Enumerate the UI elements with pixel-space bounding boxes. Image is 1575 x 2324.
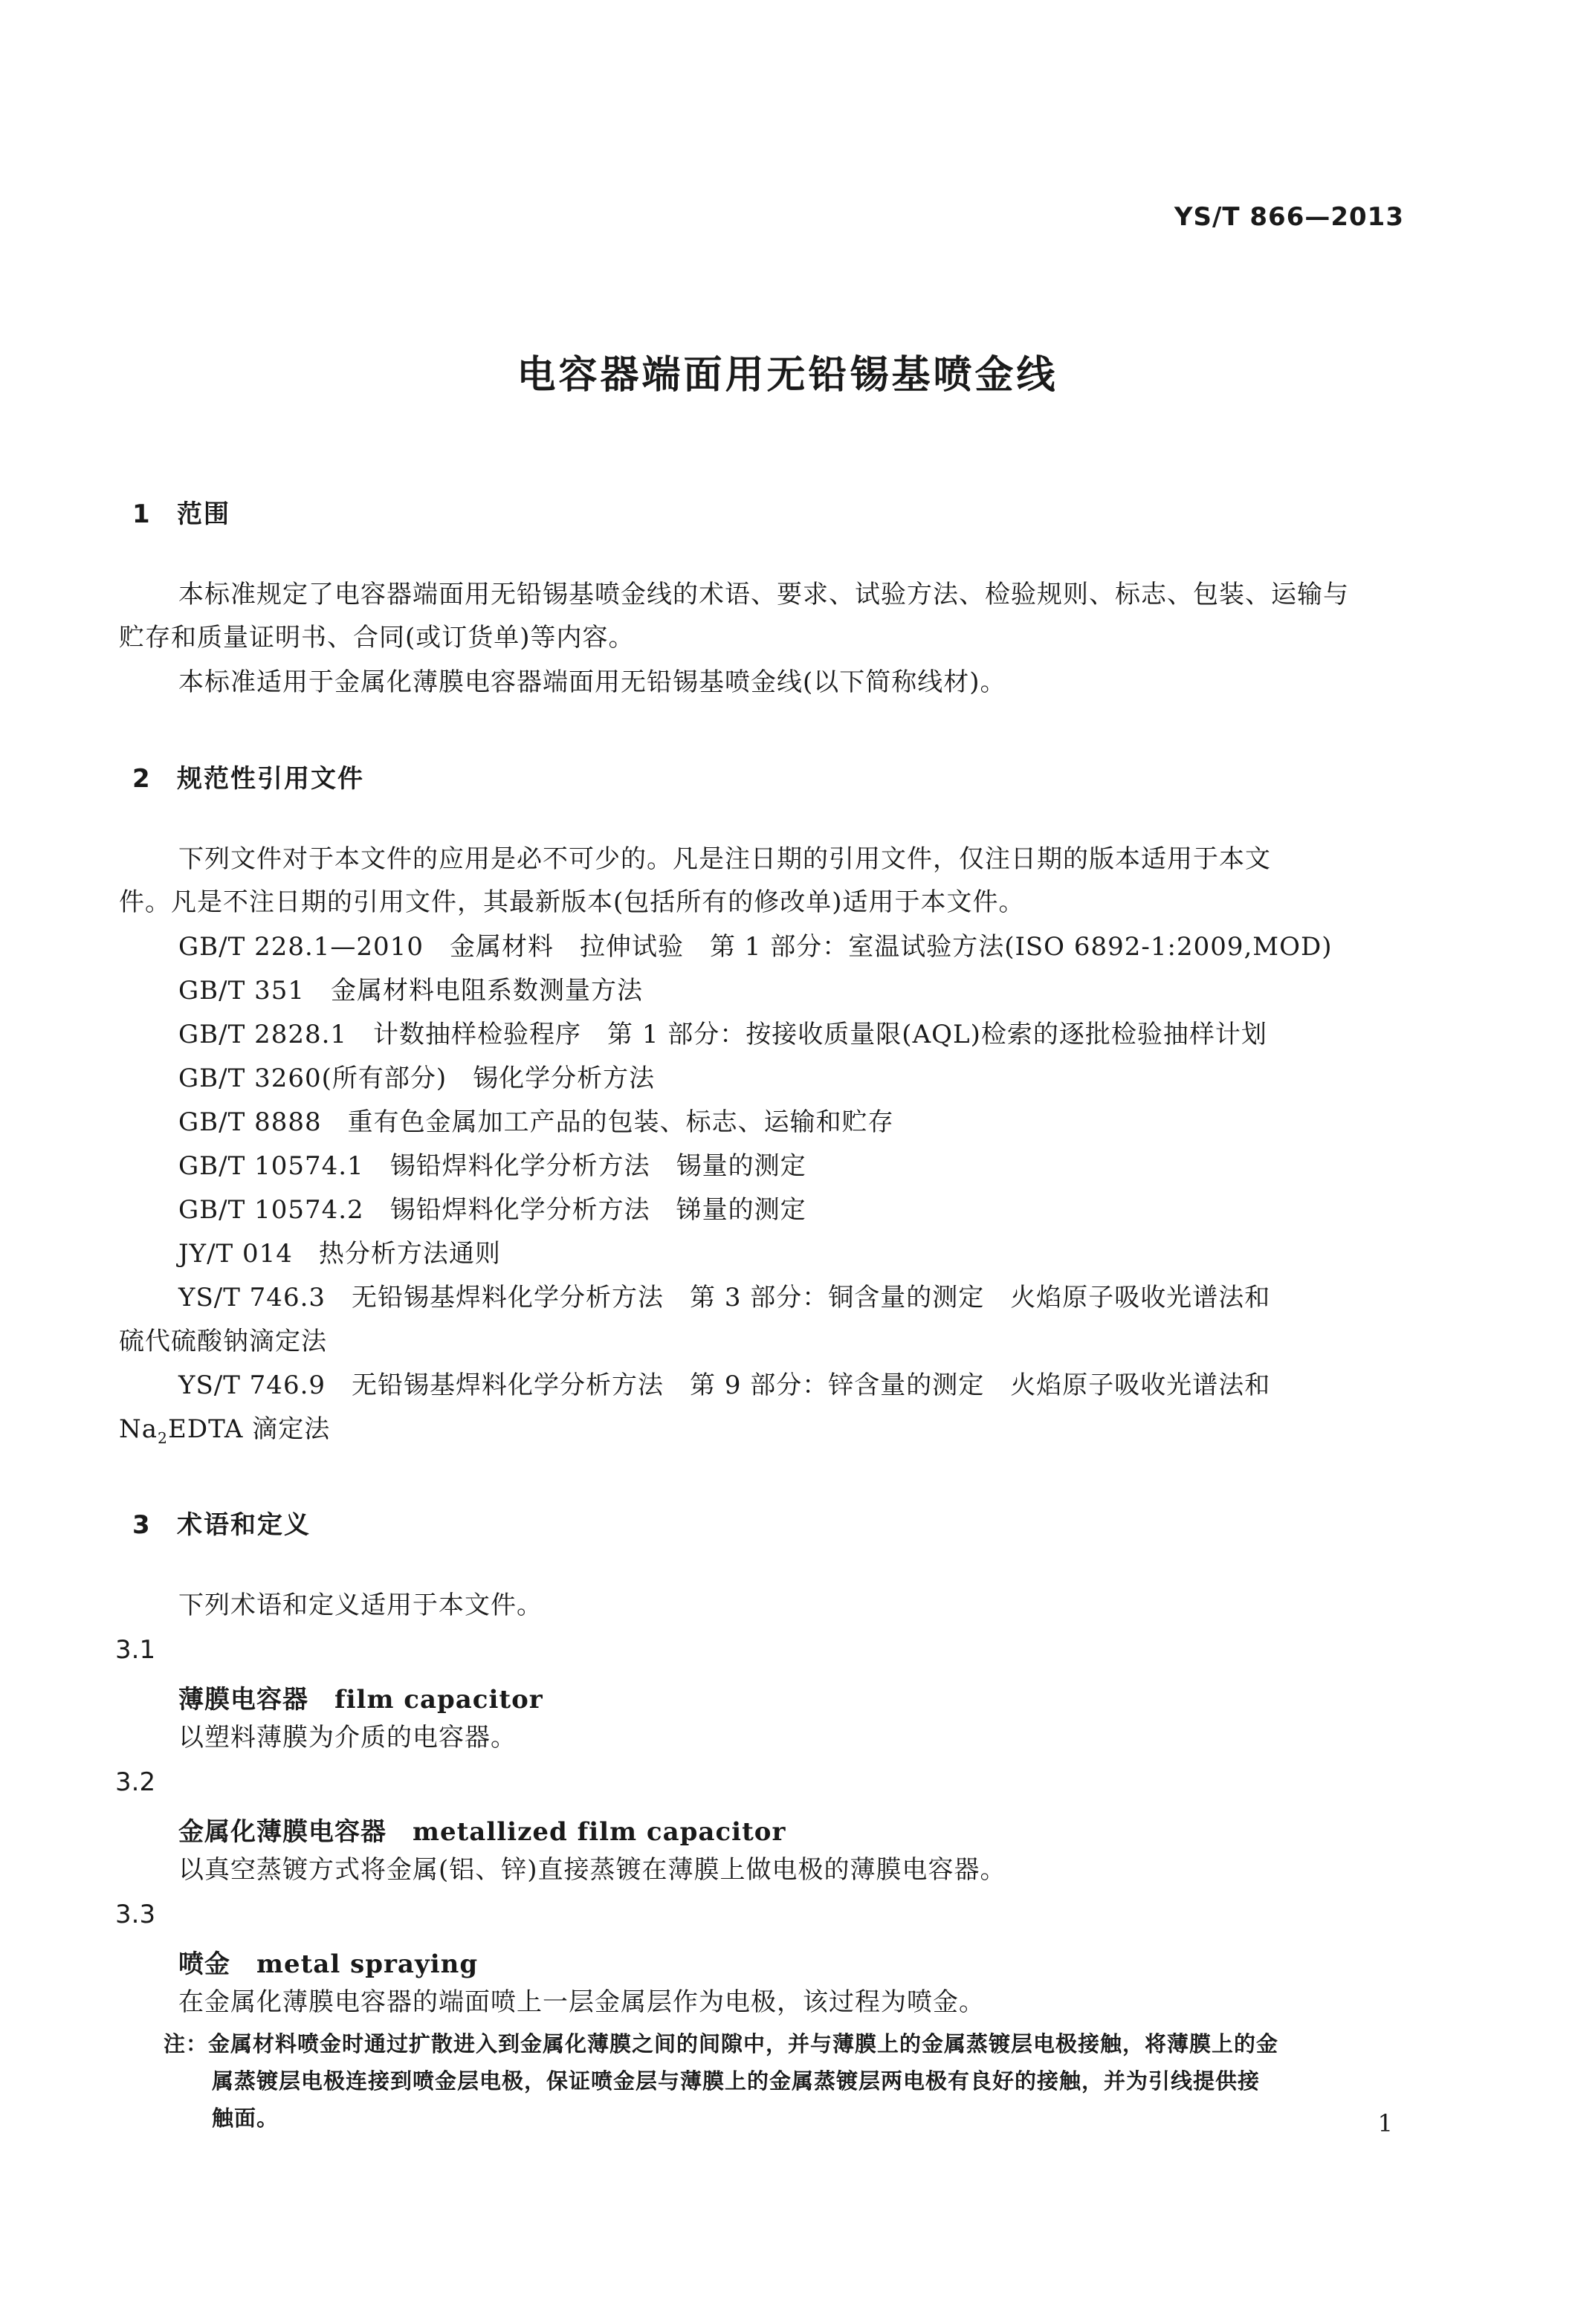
term-number: 3.2: [115, 1767, 156, 1797]
term-name: 金属化薄膜电容器 metallized film capacitor: [178, 1817, 786, 1847]
reference-item: YS/T 746.3 无铅锡基焊料化学分析方法 第 3 部分：铜含量的测定 火焰原子吸收光谱法和: [178, 1283, 1271, 1312]
paragraph-line: 贮存和质量证明书、合同(或订货单)等内容。: [119, 623, 635, 653]
note-line: 属蒸镀层电极连接到喷金层电极，保证喷金层与薄膜上的金属蒸镀层两电极有良好的接触，并为引线提供接: [212, 2068, 1261, 2094]
paragraph-line: 本标准规定了电容器端面用无铅锡基喷金线的术语、要求、试验方法、检验规则、标志、包装、运输与: [178, 580, 1349, 609]
section-number: 1: [132, 499, 152, 529]
section-number: 3: [132, 1510, 152, 1540]
reference-item-continuation: 硫代硫酸钠滴定法: [119, 1327, 327, 1356]
reference-item: GB/T 3260(所有部分) 锡化学分析方法: [178, 1064, 656, 1093]
paragraph-line: 本标准适用于金属化薄膜电容器端面用无铅锡基喷金线(以下简称线材)。: [178, 667, 1006, 697]
term-definition: 以塑料薄膜为介质的电容器。: [178, 1723, 517, 1752]
reference-item: GB/T 10574.2 锡铅焊料化学分析方法 锑量的测定: [178, 1195, 806, 1225]
note-line: 触面。: [212, 2105, 279, 2131]
paragraph-line: 件。凡是不注日期的引用文件，其最新版本(包括所有的修改单)适用于本文件。: [119, 887, 1025, 917]
section-title: 规范性引用文件: [177, 764, 364, 794]
reference-item: GB/T 351 金属材料电阻系数测量方法: [178, 976, 643, 1006]
section-title: 范围: [177, 499, 230, 529]
reference-item: GB/T 228.1—2010 金属材料 拉伸试验 第 1 部分：室温试验方法(ISO 6892-1:2009,MOD): [178, 932, 1333, 962]
standard-code: YS/T 866—2013: [1174, 202, 1404, 232]
term-definition: 以真空蒸镀方式将金属(铝、锌)直接蒸镀在薄膜上做电极的薄膜电容器。: [178, 1855, 1006, 1885]
page-number: 1: [1377, 2109, 1393, 2137]
term-name: 喷金 metal spraying: [178, 1949, 479, 1979]
section-3-heading: [132, 1504, 311, 1541]
section-title: 术语和定义: [177, 1510, 311, 1540]
note-line: 注：金属材料喷金时通过扩散进入到金属化薄膜之间的间隙中，并与薄膜上的金属蒸镀层电极接触，将薄膜上的金: [164, 2031, 1279, 2056]
reference-item: GB/T 8888 重有色金属加工产品的包装、标志、运输和贮存: [178, 1107, 894, 1137]
term-name: 薄膜电容器 film capacitor: [178, 1685, 543, 1715]
term-definition: 在金属化薄膜电容器的端面喷上一层金属层作为电极，该过程为喷金。: [178, 1987, 985, 2017]
paragraph-line: 下列文件对于本文件的应用是必不可少的。凡是注日期的引用文件，仅注日期的版本适用于本文: [178, 844, 1271, 874]
reference-item-continuation: $Na_2EDTA$ 滴定法: [119, 1414, 331, 1447]
reference-item: YS/T 746.9 无铅锡基焊料化学分析方法 第 9 部分：锌含量的测定 火焰原子吸收光谱法和: [178, 1370, 1271, 1400]
reference-item: GB/T 2828.1 计数抽样检验程序 第 1 部分：按接收质量限(AQL)检索的逐批检验抽样计划: [178, 1020, 1267, 1049]
reference-item: JY/T 014 热分析方法通则: [178, 1239, 501, 1269]
section-2-heading: [132, 758, 364, 794]
reference-item: GB/T 10574.1 锡铅焊料化学分析方法 锡量的测定: [178, 1151, 806, 1181]
term-number: 3.3: [115, 1900, 156, 1929]
section-1-heading: [132, 493, 230, 530]
term-number: 3.1: [115, 1635, 156, 1665]
section-number: 2: [132, 764, 152, 794]
document-title: 电容器端面用无铅锡基喷金线: [517, 353, 1058, 398]
paragraph-line: 下列术语和定义适用于本文件。: [178, 1590, 543, 1620]
